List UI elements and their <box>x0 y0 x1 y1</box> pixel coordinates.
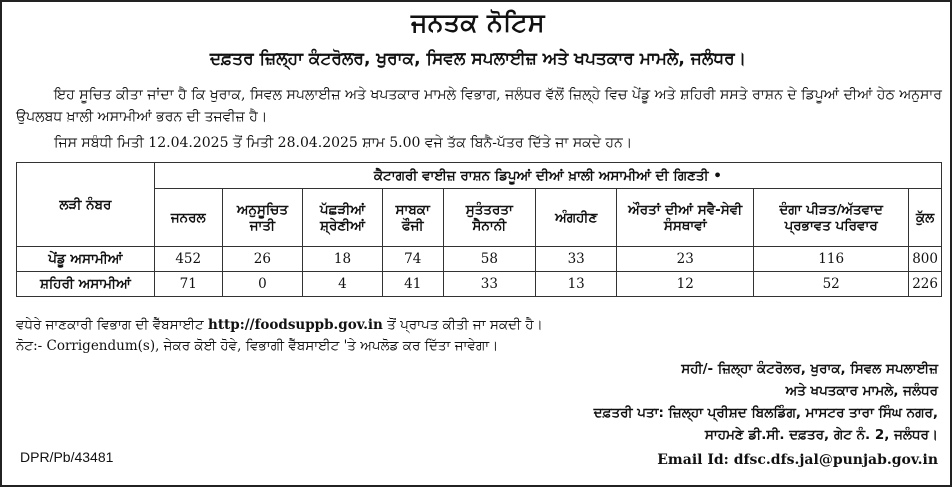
category-header: ਕੁੱਲ <box>909 189 942 247</box>
table-cell: 116 <box>754 247 909 272</box>
category-header: ਜਨਰਲ <box>154 189 222 247</box>
more-info-suffix: ਤੋਂ ਪ੍ਰਾਪਤ ਕੀਤੀ ਜਾ ਸਕਦੀ ਹੈ। <box>382 317 543 333</box>
table-cell: 74 <box>382 247 443 272</box>
website-link[interactable]: http://foodsuppb.gov.in <box>208 317 383 333</box>
intro-paragraph: ਇਹ ਸੂਚਿਤ ਕੀਤਾ ਜਾਂਦਾ ਹੈ ਕਿ ਖੁਰਾਕ, ਸਿਵਲ ਸਪਲਾਈਜ਼ ਅਤੇ ਖਪਤਕਾਰ ਮਾਮਲੇ ਵਿਭਾਗ, ਜਲੰਧਰ ਵੱਲੋਂ ਜ਼ਿਲ੍ਹੇ ਵਿਚ ਪੇਂਡੂ ਅਤੇ ਸ਼ਹਿਰੀ ਸਸਤੇ ਰਾਸ਼ਨ ਦੇ ਡਿਪੂਆਂ ਦੀਆਂ ਹੇਠ ਅਨੁਸਾਰ ਉਪਲਬਧ ਖ਼ਾਲੀ ਅਸਾਮੀਆਂ ਭਰਨ ਦੀ ਤਜਵੀਜ਼ ਹੈ। <box>16 87 942 125</box>
signature-line: ਅਤੇ ਖਪਤਕਾਰ ਮਾਮਲੇ, ਜਲੰਧਰ <box>785 383 938 399</box>
table-cell: 0 <box>222 272 302 297</box>
notice-title: ਜਨਤਕ ਨੋਟਿਸ <box>410 8 546 37</box>
category-header: ਔਰਤਾਂ ਦੀਆਂ ਸਵੈ-ਸੇਵੀ ਸੰਸਥਾਵਾਂ <box>617 189 754 247</box>
table-cell: 452 <box>154 247 222 272</box>
table-cell: 41 <box>382 272 443 297</box>
category-header: ਅਨੁਸੂਚਿਤ ਜਾਤੀ <box>222 189 302 247</box>
table-cell: 52 <box>754 272 909 297</box>
category-group-header: ਕੈਟਾਗਰੀ ਵਾਈਜ਼ ਰਾਸ਼ਨ ਡਿਪੂਆਂ ਦੀਆਂ ਖ਼ਾਲੀ ਅਸਾਮੀਆਂ ਦੀ ਗਿਣਤੀ • <box>154 163 941 189</box>
row-label: ਪੇਂਡੂ ਅਸਾਮੀਆਂ <box>17 247 155 272</box>
vacancy-table <box>16 162 942 297</box>
dpr-code: DPR/Pb/43481 <box>20 449 114 465</box>
table-cell: 226 <box>909 272 942 297</box>
table-cell: 71 <box>154 272 222 297</box>
office-name: ਦਫ਼ਤਰ ਜ਼ਿਲ੍ਹਾ ਕੰਟਰੋਲਰ, ਖੁਰਾਕ, ਸਿਵਲ ਸਪਲਾਈਜ਼ ਅਤੇ ਖਪਤਕਾਰ ਮਾਮਲੇ, ਜਲੰਧਰ। <box>209 49 747 69</box>
table-row <box>17 247 942 272</box>
row-label: ਸ਼ਹਿਰੀ ਅਸਾਮੀਆਂ <box>17 272 155 297</box>
table-cell: 33 <box>443 272 536 297</box>
category-header: ਅੰਗਹੀਣ <box>536 189 617 247</box>
serial-number-header: ਲੜੀ ਨੰਬਰ <box>17 163 155 247</box>
more-info-prefix: ਵਧੇਰੇ ਜਾਣਕਾਰੀ ਵਿਭਾਗ ਦੀ ਵੈੱਬਸਾਈਟ <box>16 317 208 333</box>
table-cell: 26 <box>222 247 302 272</box>
table-cell: 18 <box>303 247 383 272</box>
table-cell: 13 <box>536 272 617 297</box>
table-cell: 4 <box>303 272 383 297</box>
table-cell: 33 <box>536 247 617 272</box>
table-cell: 58 <box>443 247 536 272</box>
signature-block <box>594 358 938 446</box>
category-header: ਦੰਗਾ ਪੀੜਤ/ਅੱਤਵਾਦ ਪ੍ਰਭਾਵਤ ਪਰਿਵਾਰ <box>754 189 909 247</box>
application-dates-paragraph: ਜਿਸ ਸਬੰਧੀ ਮਿਤੀ 12.04.2025 ਤੋਂ ਮਿਤੀ 28.04.2025 ਸ਼ਾਮ 5.00 ਵਜੇ ਤੱਕ ਬਿਨੈ-ਪੱਤਰ ਦਿੱਤੇ ਜਾ ਸਕਦੇ ਹਨ। <box>54 135 633 151</box>
signature-line: ਸਹੀ/- ਜ਼ਿਲ੍ਹਾ ਕੰਟਰੋਲਰ, ਖੁਰਾਕ, ਸਿਵਲ ਸਪਲਾਈਜ਼ <box>681 361 938 377</box>
category-header: ਪੱਛੜੀਆਂ ਸ਼੍ਰੇਣੀਆਂ <box>303 189 383 247</box>
office-address-line: ਦਫ਼ਤਰੀ ਪਤਾ: ਜ਼ਿਲ੍ਹਾ ਪ੍ਰੀਸ਼ਦ ਬਿਲਡਿੰਗ, ਮਾਸਟਰ ਤਾਰਾ ਸਿੰਘ ਨਗਰ, <box>593 405 938 421</box>
table-cell: 800 <box>909 247 942 272</box>
more-info-line <box>16 315 543 335</box>
category-header: ਸਾਬਕਾ ਫੌਜੀ <box>382 189 443 247</box>
table-cell: 12 <box>617 272 754 297</box>
table-row <box>17 272 942 297</box>
corrigendum-note: ਨੋਟ:- Corrigendum(s), ਜੇਕਰ ਕੋਈ ਹੋਵੇ, ਵਿਭਾਗੀ ਵੈੱਬਸਾਈਟ 'ਤੇ ਅਪਲੋਡ ਕਰ ਦਿੱਤਾ ਜਾਵੇਗਾ। <box>16 338 499 354</box>
office-address-line: ਸਾਹਮਣੇ ਡੀ.ਸੀ. ਦਫ਼ਤਰ, ਗੇਟ ਨੰ. 2, ਜਲੰਧਰ। <box>704 427 938 443</box>
email-address: Email Id: dfsc.dfs.jal@punjab.gov.in <box>657 452 938 468</box>
category-header: ਸੁਤੰਤਰਤਾ ਸੈਨਾਨੀ <box>443 189 536 247</box>
table-cell: 23 <box>617 247 754 272</box>
